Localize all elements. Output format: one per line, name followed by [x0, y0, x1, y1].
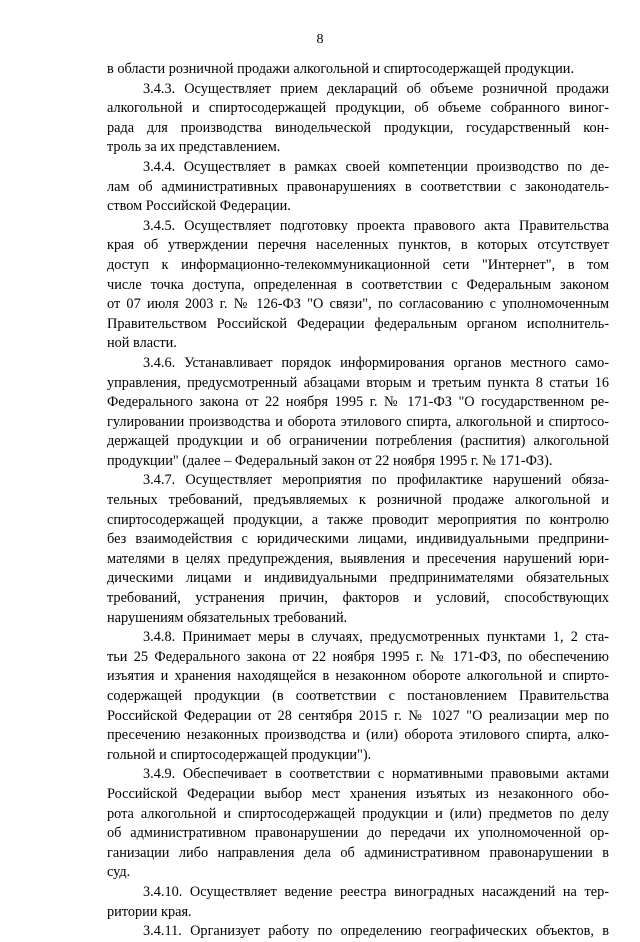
- text-line: в области розничной продажи алкогольной и спиртосодержащей продукции.: [107, 61, 575, 77]
- text-line: мателями в целях предупреждения, выявления и пресечения нарушений юри-: [107, 550, 609, 567]
- text-line: рота алкогольной и спиртосодержащей продукции и (или) предметов по делу: [107, 805, 609, 822]
- text-line: спиртосодержащей продукции, а также проводит мероприятия по контролю: [107, 511, 609, 528]
- paragraph-first-line: 3.4.9. Обеспечивает в соответствии с нормативными правовыми актами: [143, 766, 609, 783]
- text-line: числе точка доступа, определенная в соответствии с Федеральным законом: [107, 276, 609, 293]
- text-line: Федерального закона от 22 ноября 1995 г. № 171-ФЗ "О государственном ре-: [107, 394, 609, 411]
- paragraph-first-line: 3.4.6. Устанавливает порядок информирования органов местного само-: [143, 354, 609, 371]
- paragraph-first-line: 3.4.7. Осуществляет мероприятия по профилактике нарушений обяза-: [143, 472, 609, 489]
- text-line: ной власти.: [107, 335, 177, 352]
- paragraph-first-line: 3.4.8. Принимает меры в случаях, предусмотренных пунктами 1, 2 ста-: [143, 629, 609, 646]
- text-line: содержащей продукции (в соответствии с постановлением Правительства: [107, 688, 609, 704]
- text-line: держащей продукции и об ограничении потребления (распития) алкогольной: [107, 433, 609, 450]
- text-line: рада для производства винодельческой продукции, государственный кон-: [107, 119, 609, 136]
- text-line: дическими лицами и индивидуальными предпринимателями обязательных: [107, 570, 609, 587]
- paragraph-first-line: 3.4.10. Осуществляет ведение реестра виноградных насаждений на тер-: [143, 883, 609, 900]
- paragraph-first-line: 3.4.5. Осуществляет подготовку проекта правового акта Правительства: [143, 217, 609, 234]
- text-line: изъятия и хранения находящейся в незаконном обороте алкогольной и спирто-: [107, 668, 609, 685]
- text-line: гольной и спиртосодержащей продукции").: [107, 746, 372, 763]
- text-line: троль за их представлением.: [107, 139, 281, 156]
- text-line: требований, устранения причин, факторов и условий, способствующих: [107, 590, 609, 607]
- text-line: ством Российской Федерации.: [107, 198, 291, 215]
- text-line: нарушениям обязательных требований.: [107, 609, 348, 626]
- text-line: края об утверждении перечня населенных пунктов, в которых отсутствует: [107, 237, 609, 254]
- text-line: об административном правонарушении до передачи их уполномоченной ор-: [107, 825, 609, 842]
- text-line: ритории края.: [107, 903, 192, 920]
- page-number: 8: [316, 32, 324, 47]
- text-line: ганизации либо направления дела об административном правонарушении в: [107, 844, 609, 861]
- text-line: продукции" (далее – Федеральный закон от 22 ноября 1995 г. № 171-ФЗ).: [107, 452, 553, 469]
- text-line: от 07 июля 2003 г. № 126-ФЗ "О связи", по согласованию с уполномоченным: [107, 296, 609, 313]
- text-line: алкогольной и спиртосодержащей продукции, об объеме собранного виног-: [107, 100, 609, 117]
- paragraph-first-line: 3.4.11. Организует работу по определению географических объектов, в: [143, 923, 609, 940]
- text-line: пресечению незаконных производства и (или) оборота этилового спирта, алко-: [107, 727, 609, 744]
- text-line: без взаимодействия с юридическими лицами, индивидуальными предприни-: [107, 531, 609, 548]
- text-line: Российской Федерации выбор мест хранения изъятых из незаконного обо-: [107, 785, 609, 802]
- text-line: управления, предусмотренный абзацами вторым и третьим пункта 8 статьи 16: [107, 374, 609, 391]
- text-line: гулировании производства и оборота этилового спирта, алкогольной и спиртосо-: [107, 413, 609, 430]
- text-line: лам об административных правонарушениях в соответствии с законодатель-: [107, 178, 609, 195]
- text-line: тельных требований, предъявляемых к розничной продаже алкогольной и: [107, 492, 609, 509]
- document-body: [107, 60, 609, 942]
- text-line: Российской Федерации от 28 сентября 2015 г. № 1027 "О реализации мер по: [107, 707, 609, 724]
- paragraph-first-line: 3.4.3. Осуществляет прием деклараций об объеме розничной продажи: [143, 80, 609, 97]
- text-line: суд.: [107, 864, 131, 881]
- text-line: доступ к информационно-телекоммуникационной сети "Интернет", в том: [107, 256, 609, 273]
- text-line: Правительством Российской Федерации федеральным органом исполнитель-: [107, 315, 609, 332]
- paragraph-first-line: 3.4.4. Осуществляет в рамках своей компетенции производство по де-: [143, 158, 609, 175]
- text-line: тьи 25 Федерального закона от 22 ноября 1995 г. № 171-ФЗ, по обеспечению: [107, 648, 609, 665]
